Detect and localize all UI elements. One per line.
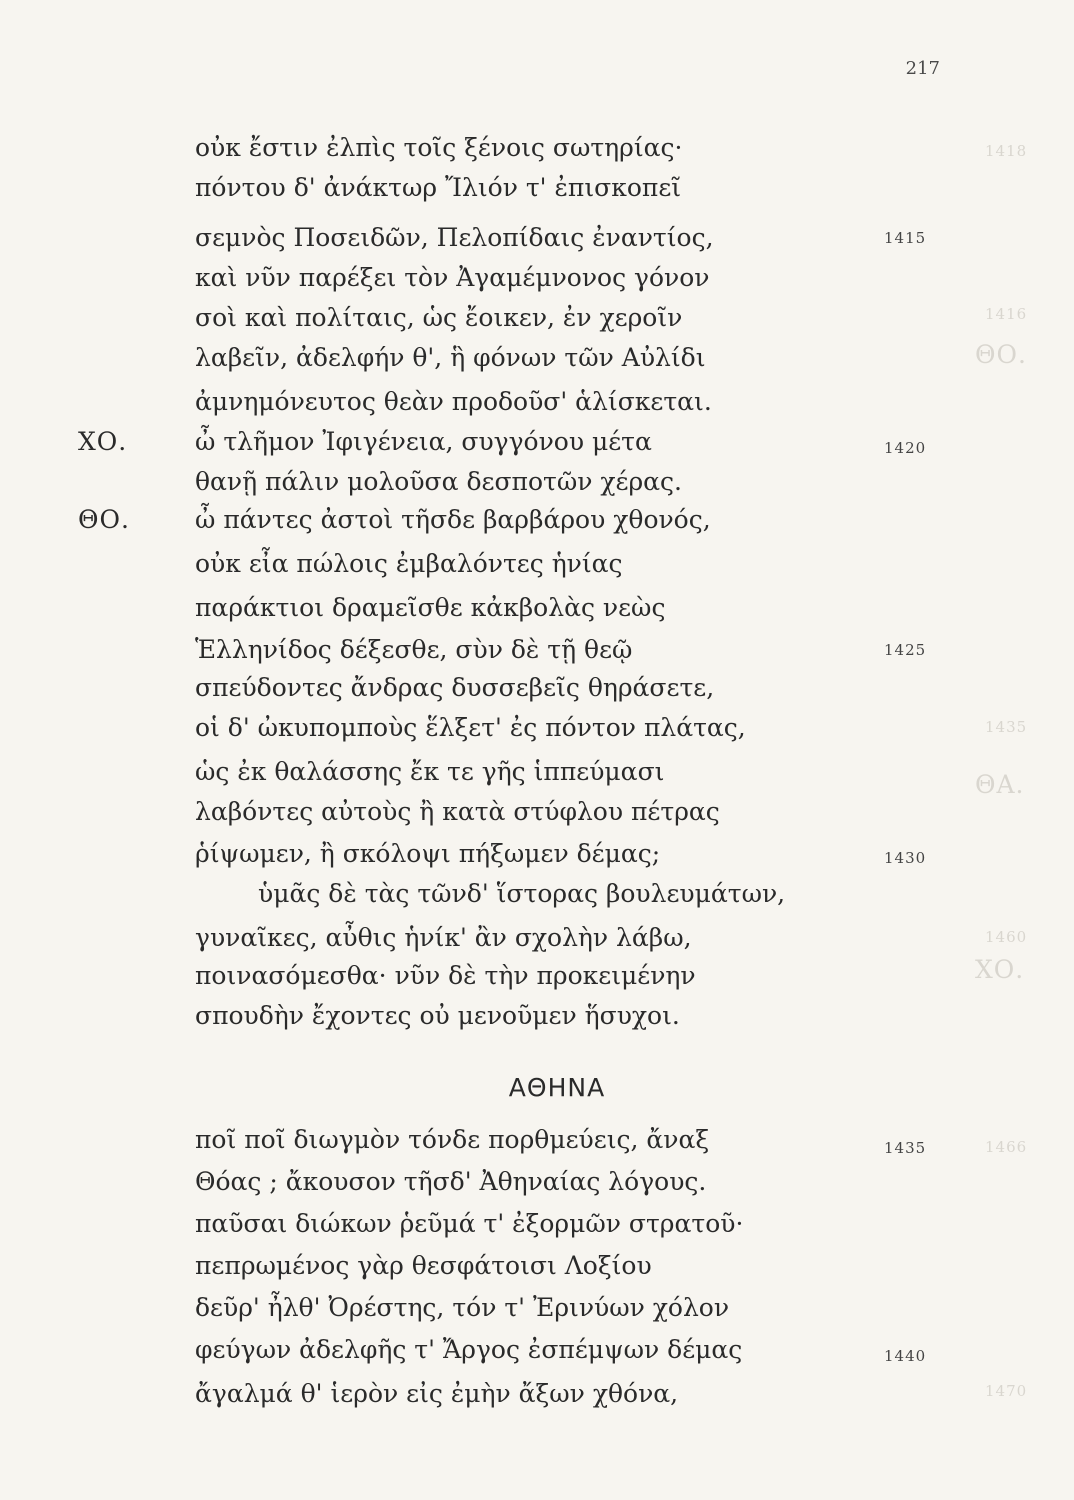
speaker-heading: ΑΘΗΝΑ [508,1073,606,1102]
bleed-through-text: 1418 [985,142,1028,160]
verse-line: δεῦρ' ἦλθ' Ὀρέστης, τόν τ' Ἐρινύων χόλον [195,1293,730,1322]
verse-line: Θόας ; ἄκουσον τῆσδ' Ἀθηναίας λόγους. [195,1167,707,1196]
verse-line: σπεύδοντες ἄνδρας δυσσεβεῖς θηράσετε, [195,673,715,702]
bleed-through-text: 1470 [985,1382,1028,1400]
line-number: 1440 [884,1347,927,1365]
verse-line: ῥίψωμεν, ἢ σκόλοψι πήξωμεν δέμας; [195,839,661,868]
bleed-through-text: 1435 [985,718,1028,736]
line-number: 1425 [884,641,927,659]
verse-line: παῦσαι διώκων ῥεῦμά τ' ἐξορμῶν στρατοῦ· [195,1209,744,1238]
page-number: 217 [905,58,940,79]
verse-line: οὐκ εἶα πώλοις ἐμβαλόντες ἡνίας [195,549,623,578]
verse-line: σοὶ καὶ πολίταις, ὡς ἔοικεν, ἐν χεροῖν [195,303,683,332]
verse-line: λαβόντες αὐτοὺς ἢ κατὰ στύφλου πέτρας [195,797,720,826]
bleed-through-text: 1466 [985,1138,1028,1156]
verse-line: γυναῖκες, αὖθις ἡνίκ' ἂν σχολὴν λάβω, [195,923,692,952]
verse-line: ὑμᾶς δὲ τὰς τῶνδ' ἵστορας βουλευμάτων, [258,879,786,908]
bleed-through-text: ΧΟ. [975,955,1025,984]
verse-line: ὦ πάντες ἀστοὶ τῆσδε βαρβάρου χθονός, [195,505,711,534]
verse-line: καὶ νῦν παρέξει τὸν Ἀγαμέμνονος γόνον [195,263,710,292]
speaker-label: ΘΟ. [78,505,130,534]
verse-line: ὡς ἐκ θαλάσσης ἔκ τε γῆς ἱππεύμασι [195,757,665,786]
verse-line: σπουδὴν ἔχοντες οὐ μενοῦμεν ἥσυχοι. [195,1001,680,1030]
line-number: 1435 [884,1139,927,1157]
verse-line: θανῇ πάλιν μολοῦσα δεσποτῶν χέρας. [195,467,682,496]
line-number: 1420 [884,439,927,457]
line-number: 1430 [884,849,927,867]
line-number: 1415 [884,229,927,247]
speaker-label: ΧΟ. [78,427,128,456]
verse-line: σεμνὸς Ποσειδῶν, Πελοπίδαις ἐναντίος, [195,223,714,252]
verse-line: ὦ τλῆμον Ἰφιγένεια, συγγόνου μέτα [195,427,652,456]
bleed-through-text: ΘΑ. [975,770,1025,799]
verse-line: οὐκ ἔστιν ἐλπὶς τοῖς ξένοις σωτηρίας· [195,133,683,162]
verse-line: πόντου δ' ἀνάκτωρ Ἴλιόν τ' ἐπισκοπεῖ [195,173,682,202]
verse-line: ἀμνημόνευτος θεὰν προδοῦσ' ἁλίσκεται. [195,387,712,416]
verse-line: ποῖ ποῖ διωγμὸν τόνδε πορθμεύεις, ἄναξ [195,1125,710,1154]
verse-line: Ἑλληνίδος δέξεσθε, σὺν δὲ τῇ θεῷ [195,635,633,664]
verse-line: πεπρωμένος γὰρ θεσφάτοισι Λοξίου [195,1251,652,1280]
verse-line: παράκτιοι δραμεῖσθε κἀκβολὰς νεὼς [195,593,666,622]
verse-line: ποινασόμεσθα· νῦν δὲ τὴν προκειμένην [195,961,696,990]
verse-line: οἱ δ' ὠκυπομποὺς ἕλξετ' ἐς πόντον πλάτας, [195,713,746,742]
verse-line: φεύγων ἀδελφῆς τ' Ἄργος ἐσπέμψων δέμας [195,1335,743,1364]
verse-line: ἄγαλμά θ' ἱερὸν εἰς ἐμὴν ἄξων χθόνα, [195,1379,679,1408]
bleed-through-text: 1460 [985,928,1028,946]
bleed-through-text: 1416 [985,305,1028,323]
verse-line: λαβεῖν, ἀδελφήν θ', ἣ φόνων τῶν Αὐλίδι [195,343,706,372]
bleed-through-text: ΘΟ. [975,340,1027,369]
